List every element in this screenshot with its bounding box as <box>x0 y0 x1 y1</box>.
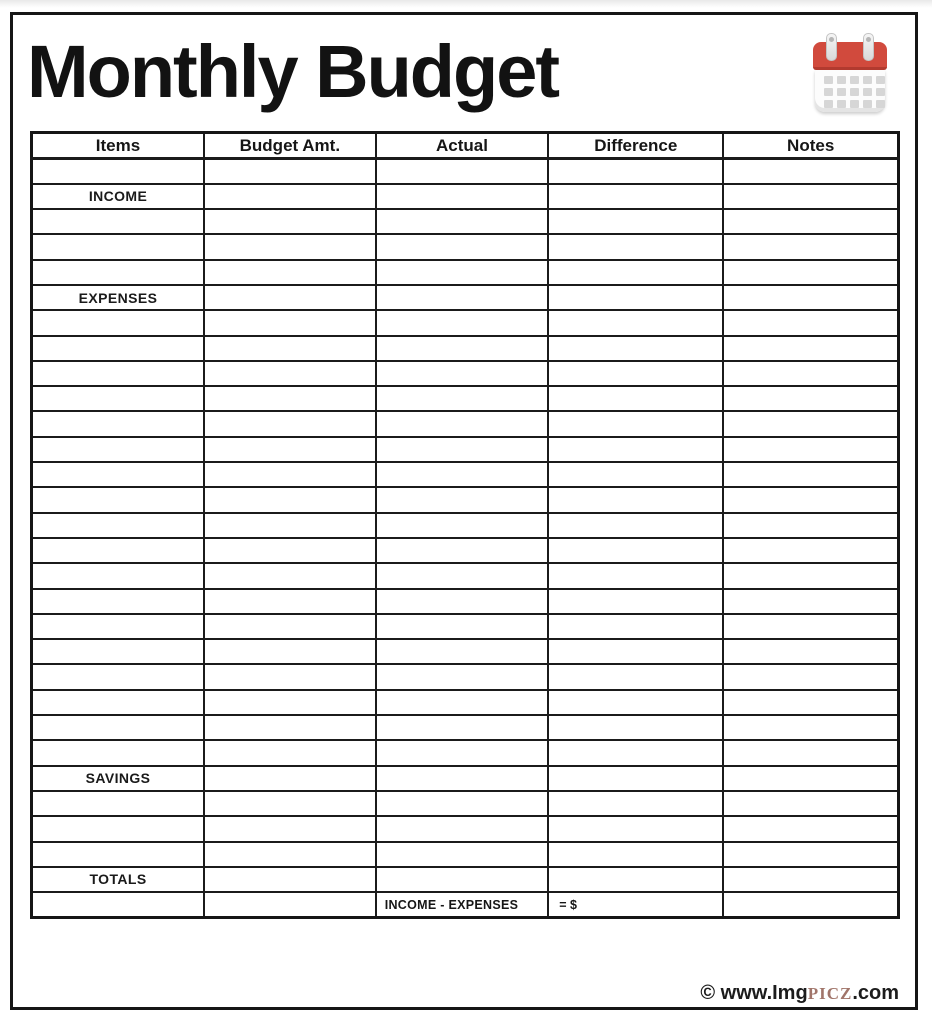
budget-cell <box>32 437 205 462</box>
table-row <box>32 513 899 538</box>
budget-cell <box>548 538 723 563</box>
budget-cell <box>204 867 376 892</box>
budget-cell <box>723 715 898 740</box>
budget-cell <box>32 589 205 614</box>
budget-cell <box>723 184 898 209</box>
budget-cell <box>204 386 376 411</box>
budget-cell <box>548 462 723 487</box>
budget-cell <box>723 159 898 184</box>
budget-cell <box>376 690 549 715</box>
budget-cell <box>204 740 376 765</box>
footer-result-label: = $ <box>548 892 723 917</box>
table-row <box>32 563 899 588</box>
budget-cell <box>376 159 549 184</box>
column-header-actual: Actual <box>376 133 549 159</box>
budget-cell <box>32 361 205 386</box>
budget-table <box>30 131 900 919</box>
budget-cell <box>723 614 898 639</box>
budget-cell <box>723 411 898 436</box>
table-row <box>32 234 899 259</box>
section-label-expenses: EXPENSES <box>32 285 205 310</box>
table-row <box>32 614 899 639</box>
table-row <box>32 867 899 892</box>
budget-cell <box>376 513 549 538</box>
budget-cell <box>204 159 376 184</box>
budget-cell <box>548 487 723 512</box>
watermark-prefix: © www.Img <box>700 982 808 1004</box>
budget-cell <box>204 437 376 462</box>
budget-cell <box>32 209 205 234</box>
budget-cell <box>204 285 376 310</box>
section-label-savings: SAVINGS <box>32 766 205 791</box>
budget-cell <box>548 361 723 386</box>
budget-cell <box>32 664 205 689</box>
budget-cell <box>32 816 205 841</box>
table-row <box>32 209 899 234</box>
budget-cell <box>723 589 898 614</box>
budget-cell <box>376 462 549 487</box>
table-row <box>32 690 899 715</box>
budget-cell <box>204 842 376 867</box>
budget-cell <box>204 639 376 664</box>
budget-cell <box>32 614 205 639</box>
budget-cell <box>204 234 376 259</box>
budget-cell <box>32 386 205 411</box>
budget-cell <box>723 462 898 487</box>
table-row <box>32 462 899 487</box>
table-row <box>32 715 899 740</box>
budget-cell <box>376 209 549 234</box>
budget-cell <box>548 513 723 538</box>
budget-cell <box>204 411 376 436</box>
budget-cell <box>204 766 376 791</box>
budget-cell <box>32 487 205 512</box>
budget-cell <box>548 437 723 462</box>
budget-cell <box>32 260 205 285</box>
page-title: Monthly Budget <box>27 30 559 113</box>
table-row <box>32 437 899 462</box>
budget-cell <box>376 386 549 411</box>
table-row <box>32 816 899 841</box>
budget-cell <box>204 538 376 563</box>
column-header-difference: Difference <box>548 133 723 159</box>
watermark-brand: PICZ <box>807 984 853 1003</box>
budget-cell <box>723 639 898 664</box>
budget-cell <box>548 690 723 715</box>
budget-cell <box>204 310 376 335</box>
budget-cell <box>376 538 549 563</box>
budget-cell <box>548 563 723 588</box>
budget-cell <box>548 664 723 689</box>
budget-cell <box>723 310 898 335</box>
table-row <box>32 386 899 411</box>
column-header-budget-amt: Budget Amt. <box>204 133 376 159</box>
budget-cell <box>376 842 549 867</box>
budget-cell <box>32 740 205 765</box>
calendar-pin-icon <box>863 33 874 61</box>
budget-cell <box>548 791 723 816</box>
budget-cell <box>204 563 376 588</box>
table-row <box>32 740 899 765</box>
budget-cell <box>723 361 898 386</box>
budget-cell <box>723 791 898 816</box>
budget-cell <box>376 740 549 765</box>
budget-cell <box>548 159 723 184</box>
budget-cell <box>376 639 549 664</box>
table-header-row <box>32 133 899 159</box>
budget-cell <box>32 462 205 487</box>
table-row <box>32 159 899 184</box>
budget-cell <box>204 715 376 740</box>
table-row <box>32 310 899 335</box>
table-row <box>32 336 899 361</box>
table-row <box>32 639 899 664</box>
budget-cell <box>376 310 549 335</box>
table-row <box>32 766 899 791</box>
budget-cell <box>204 462 376 487</box>
section-label-income: INCOME <box>32 184 205 209</box>
table-row <box>32 892 899 917</box>
budget-cell <box>376 614 549 639</box>
budget-cell <box>548 411 723 436</box>
budget-cell <box>376 437 549 462</box>
budget-cell <box>548 234 723 259</box>
budget-cell <box>376 361 549 386</box>
watermark-suffix: .com <box>852 982 899 1004</box>
budget-cell <box>204 892 376 917</box>
budget-cell <box>204 184 376 209</box>
table-row <box>32 285 899 310</box>
section-label-totals: TOTALS <box>32 867 205 892</box>
budget-cell <box>548 285 723 310</box>
budget-cell <box>204 260 376 285</box>
budget-cell <box>548 589 723 614</box>
budget-cell <box>32 715 205 740</box>
calendar-body <box>815 69 885 112</box>
budget-cell <box>548 260 723 285</box>
table-row <box>32 411 899 436</box>
budget-cell <box>376 715 549 740</box>
budget-cell <box>32 842 205 867</box>
budget-cell <box>376 791 549 816</box>
budget-cell <box>32 892 205 917</box>
table-row <box>32 538 899 563</box>
budget-table-body <box>32 159 899 918</box>
table-row <box>32 842 899 867</box>
budget-cell <box>548 740 723 765</box>
budget-cell <box>376 411 549 436</box>
page-frame <box>10 12 918 1010</box>
budget-cell <box>548 715 723 740</box>
budget-cell <box>32 513 205 538</box>
budget-cell <box>32 234 205 259</box>
table-row <box>32 487 899 512</box>
page-top-edge <box>0 0 932 11</box>
budget-cell <box>723 260 898 285</box>
budget-cell <box>723 766 898 791</box>
budget-cell <box>376 766 549 791</box>
budget-cell <box>723 487 898 512</box>
calendar-grid-dots <box>815 69 885 108</box>
budget-cell <box>204 690 376 715</box>
budget-cell <box>548 766 723 791</box>
calendar-icon <box>813 33 887 112</box>
budget-cell <box>723 867 898 892</box>
table-row <box>32 791 899 816</box>
budget-cell <box>32 411 205 436</box>
budget-cell <box>548 639 723 664</box>
table-row <box>32 260 899 285</box>
budget-cell <box>32 159 205 184</box>
budget-cell <box>32 310 205 335</box>
calendar-header-bar <box>813 42 887 70</box>
budget-cell <box>204 614 376 639</box>
budget-cell <box>548 386 723 411</box>
budget-cell <box>723 816 898 841</box>
footer-formula-label: INCOME - EXPENSES <box>376 892 549 917</box>
budget-cell <box>723 664 898 689</box>
budget-cell <box>376 336 549 361</box>
budget-cell <box>204 487 376 512</box>
budget-cell <box>723 740 898 765</box>
budget-cell <box>548 310 723 335</box>
budget-cell <box>204 589 376 614</box>
budget-cell <box>723 437 898 462</box>
budget-cell <box>204 209 376 234</box>
budget-cell <box>204 336 376 361</box>
budget-cell <box>376 664 549 689</box>
table-row <box>32 589 899 614</box>
budget-cell <box>548 209 723 234</box>
budget-cell <box>376 589 549 614</box>
budget-cell <box>376 816 549 841</box>
budget-cell <box>723 690 898 715</box>
budget-cell <box>548 614 723 639</box>
column-header-notes: Notes <box>723 133 898 159</box>
budget-cell <box>548 816 723 841</box>
budget-cell <box>723 386 898 411</box>
budget-cell <box>723 513 898 538</box>
budget-cell <box>204 513 376 538</box>
budget-cell <box>376 867 549 892</box>
budget-cell <box>376 563 549 588</box>
budget-cell <box>723 842 898 867</box>
budget-cell <box>548 184 723 209</box>
budget-cell <box>376 184 549 209</box>
budget-cell <box>376 260 549 285</box>
budget-cell <box>32 791 205 816</box>
budget-cell <box>548 867 723 892</box>
budget-cell <box>723 336 898 361</box>
budget-cell <box>204 816 376 841</box>
budget-cell <box>204 791 376 816</box>
budget-cell <box>548 336 723 361</box>
budget-cell <box>376 234 549 259</box>
budget-cell <box>32 336 205 361</box>
budget-cell <box>376 285 549 310</box>
budget-cell <box>548 842 723 867</box>
budget-cell <box>204 361 376 386</box>
budget-cell <box>376 487 549 512</box>
column-header-items: Items <box>32 133 205 159</box>
budget-cell <box>723 538 898 563</box>
table-row <box>32 361 899 386</box>
budget-cell <box>204 664 376 689</box>
watermark <box>700 982 899 1005</box>
budget-cell <box>723 892 898 917</box>
budget-cell <box>723 563 898 588</box>
budget-cell <box>723 285 898 310</box>
calendar-pin-icon <box>826 33 837 61</box>
budget-cell <box>32 639 205 664</box>
budget-cell <box>32 563 205 588</box>
budget-cell <box>723 209 898 234</box>
table-row <box>32 664 899 689</box>
budget-cell <box>32 538 205 563</box>
budget-cell <box>32 690 205 715</box>
table-row <box>32 184 899 209</box>
budget-cell <box>723 234 898 259</box>
